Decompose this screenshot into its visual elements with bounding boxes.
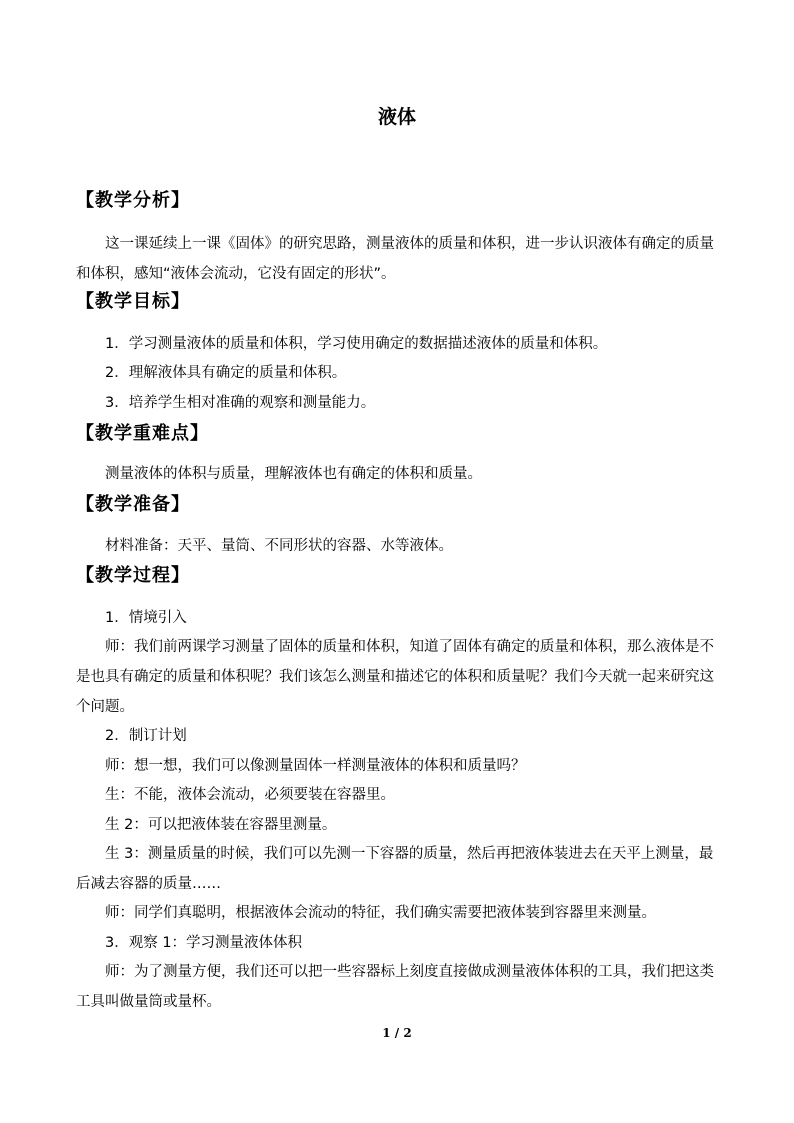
key-points-text: 测量液体的体积与质量，理解液体也有确定的体积和质量。: [105, 466, 482, 482]
step3-text: 师：为了测量方便，我们还可以把一些容器标上刻度直接做成测量液体体积的工具，我们把这类工具叫做量筒或量杯。: [76, 964, 714, 1010]
step1-text: 师：我们前两课学习测量了固体的质量和体积，知道了固体有确定的质量和体积，那么液体是不是也具有确定的质量和体积呢？我们该怎么测量和描述它的体积和质量呢？我们今天就一起来研究这个问题。: [76, 639, 714, 715]
page-number: 1 / 2: [382, 1026, 412, 1040]
section-heading-preparation: 【教学准备】: [76, 494, 190, 515]
goal-item: 3．培养学生相对准确的观察和测量能力。: [105, 395, 376, 411]
page-title: 液体: [377, 106, 416, 128]
section-heading-goals: 【教学目标】: [76, 291, 190, 312]
step-title: 1．情境引入: [105, 610, 187, 626]
step-title: 2．制订计划: [105, 728, 187, 744]
preparation-text: 材料准备：天平、量筒、不同形状的容器、水等液体。: [105, 538, 453, 554]
student3-paragraph: [76, 839, 722, 899]
dialogue-line: 生：不能，液体会流动，必须要装在容器里。: [105, 787, 395, 803]
analysis-text: 这一课延续上一课《固体》的研究思路，测量液体的质量和体积，进一步认识液体有确定的质量和体积，感知“液体会流动，它没有固定的形状”。: [76, 236, 714, 282]
analysis-paragraph: [76, 229, 722, 289]
step1-paragraph: [76, 632, 722, 722]
dialogue-line: 师：想一想，我们可以像测量固体一样测量液体的体积和质量吗？: [105, 758, 526, 774]
goal-item: 1．学习测量液体的质量和体积，学习使用确定的数据描述液体的质量和体积。: [105, 336, 608, 352]
goal-item: 2．理解液体具有确定的质量和体积。: [105, 365, 347, 381]
section-heading-analysis: 【教学分析】: [76, 190, 190, 211]
section-heading-key-points: 【教学重难点】: [76, 423, 209, 444]
student3-text: 生 3：测量质量的时候，我们可以先测一下容器的质量，然后再把液体装进去在天平上测量，最后减去容器的质量……: [76, 846, 714, 892]
step3-paragraph: [76, 957, 722, 1017]
step-title: 3．观察 1：学习测量液体体积: [105, 935, 303, 951]
dialogue-line: 生 2：可以把液体装在容器里测量。: [105, 817, 337, 833]
section-heading-process: 【教学过程】: [76, 565, 190, 586]
dialogue-line: 师：同学们真聪明，根据液体会流动的特征，我们确实需要把液体装到容器里来测量。: [105, 905, 656, 921]
